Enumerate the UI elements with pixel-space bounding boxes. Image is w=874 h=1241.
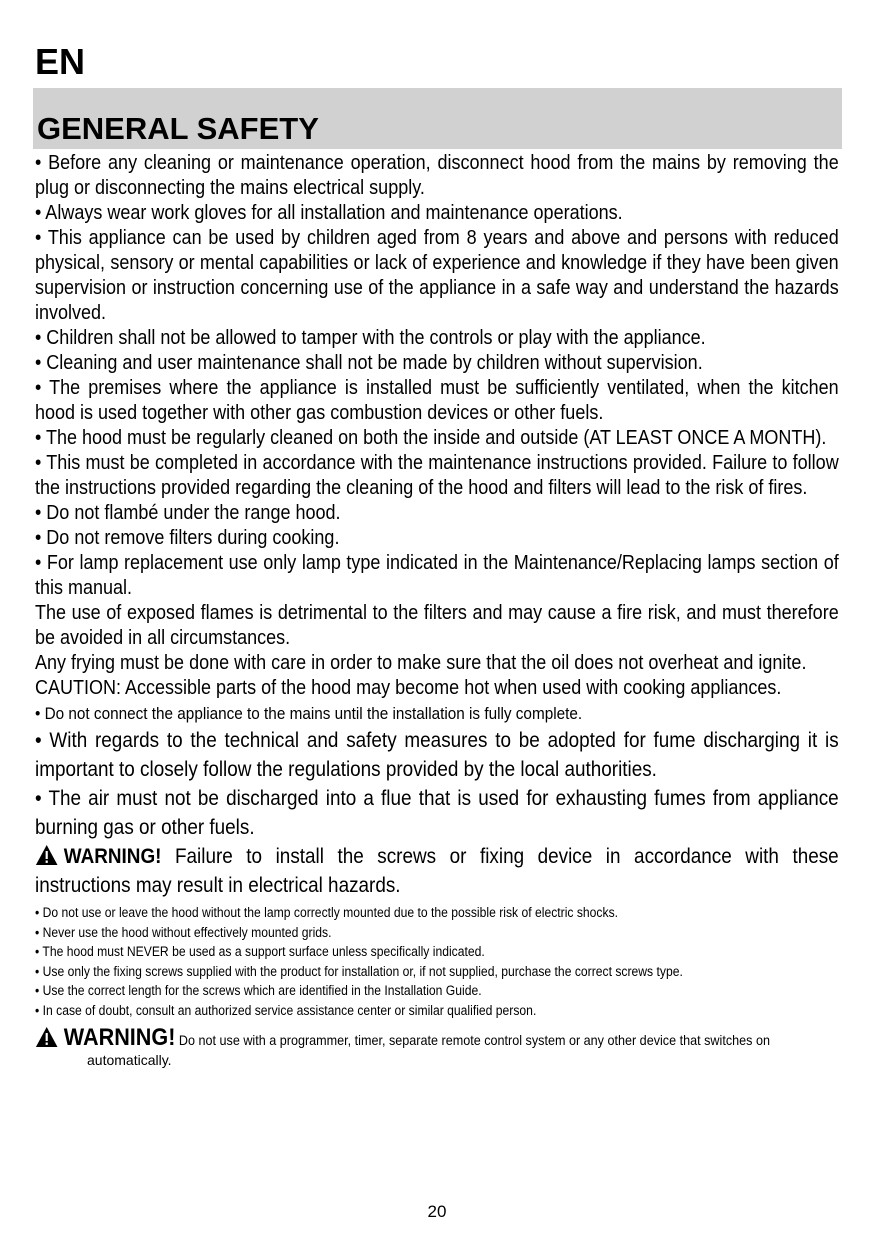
list-item: • Never use the hood without effectively mounted grids.	[35, 924, 332, 940]
warning-title: WARNING!	[63, 845, 162, 868]
list-item: • In case of doubt, consult an authorized service assistance center or similar qualified person.	[35, 1002, 537, 1018]
warning-continuation: automatically.	[87, 1052, 172, 1068]
page-number: 20	[427, 1202, 447, 1221]
safety-paragraph: • Before any cleaning or maintenance operation, disconnect hood from the mains by removing the plug or disconnecting the mains electrical supply.	[35, 152, 839, 199]
warning-text: Failure to install the screws or fixing device in accordance with these instructions may result in electrical hazards.	[35, 845, 839, 897]
warning-programmer-line	[35, 1025, 839, 1053]
safety-paragraph: • For lamp replacement use only lamp type indicated in the Maintenance/Replacing lamps section of this manual.	[35, 552, 839, 599]
electrical-notes-list	[35, 903, 839, 1020]
section-banner	[33, 88, 842, 149]
flue-paragraph: • The air must not be discharged into a flue that is used for exhausting fumes from appliance burning gas or other fuels.	[35, 787, 839, 839]
fume-discharge-paragraph: • With regards to the technical and safety measures to be adopted for fume discharging it is important to closely follow the regulations provided by the local authorities.	[35, 729, 839, 781]
warning-programmer	[35, 1025, 839, 1070]
safety-paragraph: Any frying must be done with care in order to make sure that the oil does not overheat and ignite.	[35, 652, 807, 674]
safety-paragraph: • Always wear work gloves for all installation and maintenance operations.	[35, 202, 623, 224]
safety-paragraph: • Cleaning and user maintenance shall not be made by children without supervision.	[35, 352, 703, 374]
safety-paragraph: • The hood must be regularly cleaned on both the inside and outside (AT LEAST ONCE A MONTH).	[35, 427, 827, 449]
warning-triangle-icon	[35, 1026, 58, 1048]
safety-paragraph: • This appliance can be used by children aged from 8 years and above and persons with reduced physical, sensory or mental capabilities or lack of experience and knowledge if they have been given supervision or instruction concerning use of the appliance in a safe way and understand the hazards involved.	[35, 227, 839, 324]
safety-paragraph: • Do not flambé under the range hood.	[35, 502, 341, 524]
connection-note: • Do not connect the appliance to the mains until the installation is fully complete.	[35, 704, 583, 723]
safety-paragraph: • Children shall not be allowed to tamper with the controls or play with the appliance.	[35, 327, 706, 349]
safety-paragraph: • The premises where the appliance is installed must be sufficiently ventilated, when the kitchen hood is used together with other gas combustion devices or other fuels.	[35, 377, 839, 424]
list-item: • Use the correct length for the screws which are identified in the Installation Guide.	[35, 983, 482, 998]
safety-paragraph: The use of exposed flames is detrimental to the filters and may cause a fire risk, and must therefore be avoided in all circumstances.	[35, 602, 839, 649]
list-item: • Do not use or leave the hood without the lamp correctly mounted due to the possible risk of electric shocks.	[35, 905, 619, 920]
safety-paragraph: • This must be completed in accordance with the maintenance instructions provided. Failure to follow the instructions provided regarding the cleaning of the hood and filters will lead to the risk of fires.	[35, 452, 839, 499]
warning-text: Do not use with a programmer, timer, separate remote control system or any other device that switches on	[175, 1032, 770, 1048]
safety-paragraph: CAUTION: Accessible parts of the hood may become hot when used with cooking appliances.	[35, 677, 782, 699]
page-content	[35, 151, 839, 1070]
section-title: GENERAL SAFETY	[37, 111, 319, 146]
warning-triangle-icon	[35, 844, 58, 866]
list-item: • Use only the fixing screws supplied with the product for installation or, if not supplied, purchase the correct screws type.	[35, 963, 683, 979]
list-item: • The hood must NEVER be used as a support surface unless specifically indicated.	[35, 944, 485, 959]
warning-electrical	[35, 842, 839, 900]
language-code: EN	[35, 41, 86, 82]
warning-title: WARNING!	[63, 1024, 176, 1051]
safety-paragraph: • Do not remove filters during cooking.	[35, 527, 340, 549]
